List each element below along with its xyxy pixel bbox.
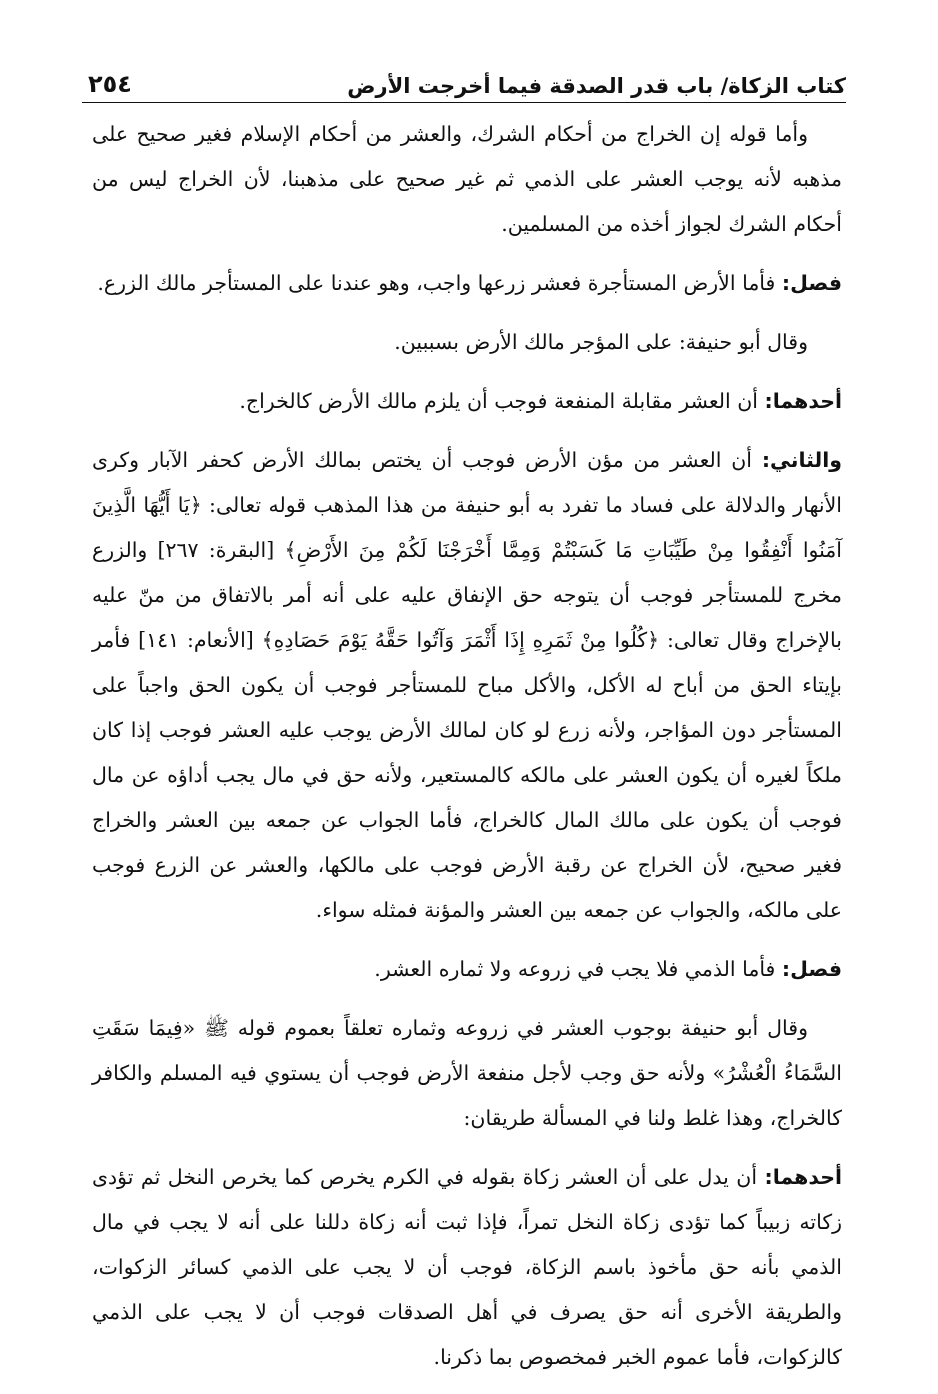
paragraph xyxy=(92,320,842,365)
paragraph-text: أن يدل على أن العشر زكاة بقوله في الكرم يخرص كما يخرص النخل ثم تؤدى زكاته زبيباً كما تؤدى زكاة النخل تمراً، فإذا ثبت أنه زكاة دللنا على أنه لا يجب في مال الذمي بأنه حق مأخوذ باسم الزكاة، فوجب أن لا يجب على الذمي كسائر الزكوات، والطريقة الأخرى أنه حق يصرف في أهل الصدقات فوجب أن لا يجب على الذمي كالزكوات، فأما عموم الخبر فمخصوص بما ذكرنا. xyxy=(92,1165,842,1369)
paragraph-text: وقال أبو حنيفة بوجوب العشر في زروعه وثماره تعلقاً بعموم قوله ﷺ «فِيمَا سَقَتِ السَّمَاءُ الْعُشْرُ» ولأنه حق وجب لأجل منفعة الأرض فوجب أن يستوي فيه المسلم والكافر كالخراج، وهذا غلط ولنا في المسألة طريقان: xyxy=(92,1016,842,1130)
paragraph-label: والثاني: xyxy=(761,448,842,472)
paragraph xyxy=(92,112,842,247)
chapter-title: كتاب الزكاة/ باب قدر الصدقة فيما أخرجت الأرض xyxy=(347,74,846,98)
paragraph-text: فأما الأرض المستأجرة فعشر زرعها واجب، وهو عندنا على المستأجر مالك الزرع. xyxy=(97,271,782,295)
page-number: ٢٥٤ xyxy=(88,70,132,98)
paragraph-label: أحدهما: xyxy=(764,1165,842,1189)
paragraph-text: فأما الذمي فلا يجب في زروعه ولا ثماره العشر. xyxy=(374,957,782,981)
paragraph-text: وأما قوله إن الخراج من أحكام الشرك، والعشر من أحكام الإسلام فغير صحيح على مذهبه لأنه يوجب العشر على الذمي ثم غير صحيح على مذهبنا، لأن الخراج ليس من أحكام الشرك لجواز أخذه من المسلمين. xyxy=(92,122,842,236)
paragraph-text: وقال أبو حنيفة: على المؤجر مالك الأرض بسببين. xyxy=(394,330,808,354)
paragraph-label: أحدهما: xyxy=(764,389,842,413)
paragraph xyxy=(92,1155,842,1380)
paragraph-label: فصل: xyxy=(781,271,842,295)
paragraph xyxy=(92,379,842,424)
paragraph xyxy=(92,947,842,992)
paragraph xyxy=(92,1006,842,1141)
running-header xyxy=(82,58,846,103)
page-body xyxy=(92,112,842,1394)
paragraph-text: أن العشر مقابلة المنفعة فوجب أن يلزم مالك الأرض كالخراج. xyxy=(239,389,765,413)
paragraph-text: أن العشر من مؤن الأرض فوجب أن يختص بمالك الأرض كحفر الآبار وكرى الأنهار والدلالة على فساد ما تفرد به أبو حنيفة من هذا المذهب قوله تعالى: ﴿يَا أَيُّهَا الَّذِينَ آمَنُوا أَنْفِقُوا مِنْ طَيِّبَاتِ مَا كَسَبْتُمْ وَمِمَّا أَخْرَجْنَا لَكُمْ مِنَ الأَرْضِ﴾ [البقرة: ٢٦٧] والزرع مخرج للمستأجر فوجب أن يتوجه حق الإنفاق عليه على أنه أمر بالاتفاق من منّ عليه بالإخراج وقال تعالى: ﴿كُلُوا مِنْ ثَمَرِهِ إِذَا أَثْمَرَ وَآتُوا حَقَّهُ يَوْمَ حَصَادِهِ﴾ [الأنعام: ١٤١] فأمر بإيتاء الحق من أباح له الأكل، والأكل مباح للمستأجر فوجب أن يكون الحق واجباً على المستأجر دون المؤاجر، ولأنه زرع لو كان لمالك الأرض يوجب عليه العشر فوجب إذا كان ملكاً لغيره أن يكون العشر على مالكه كالمستعير، ولأنه حق في مال يجب أداؤه عن مال فوجب أن يكون على مالك المال كالخراج، فأما الجواب عن جمعه بين العشر والخراج فغير صحيح، لأن الخراج عن رقبة الأرض فوجب على مالكها، والعشر عن الزرع فوجب على مالكه، والجواب عن جمعه بين العشر والمؤنة فمثله سواء. xyxy=(92,448,842,922)
paragraph-label: فصل: xyxy=(781,957,842,981)
paragraph xyxy=(92,438,842,933)
paragraph xyxy=(92,261,842,306)
